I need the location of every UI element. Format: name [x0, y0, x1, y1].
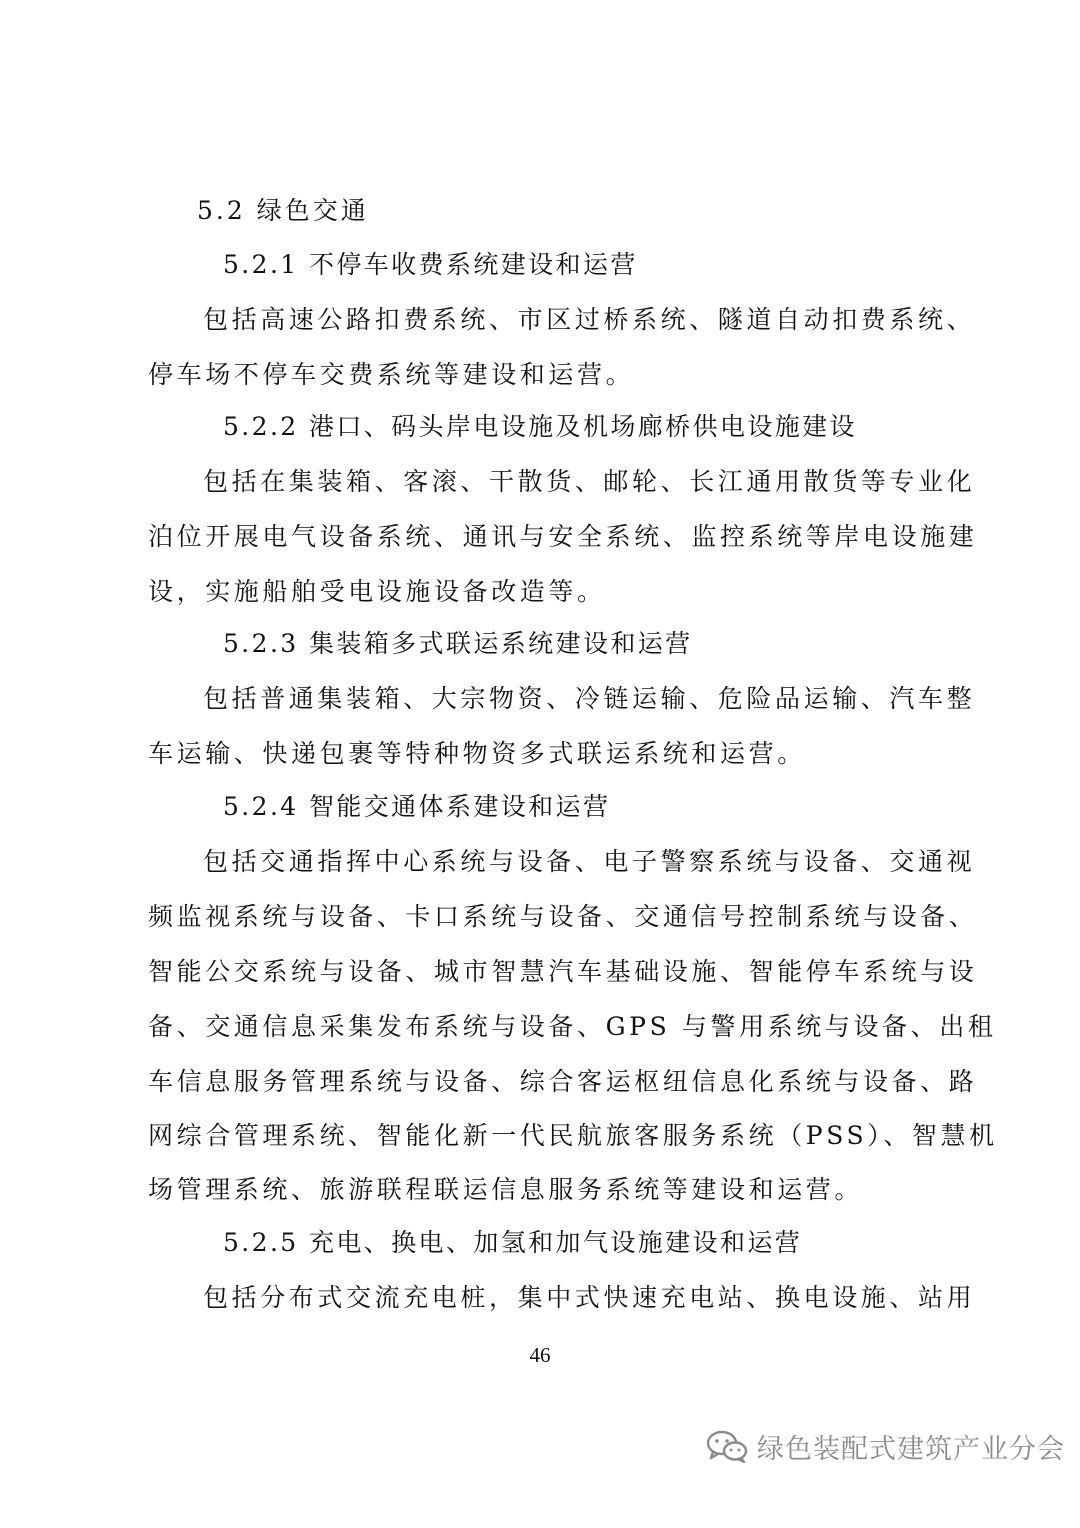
subsection-heading-5-2-1: 5.2.1 不停车收费系统建设和运营: [223, 250, 638, 279]
paragraph-line: 场管理系统、旅游联程联运信息服务系统等建设和运营。: [148, 1175, 864, 1204]
paragraph-line: 泊位开展电气设备系统、通讯与安全系统、监控系统等岸电设施建: [148, 522, 978, 551]
paragraph-line: 包括分布式交流充电桩，集中式快速充电站、换电设施、站用: [203, 1283, 976, 1312]
paragraph-line: 包括高速公路扣费系统、市区过桥系统、隧道自动扣费系统、: [203, 305, 976, 334]
subsection-heading-5-2-5: 5.2.5 充电、换电、加氢和加气设施建设和运营: [223, 1228, 803, 1257]
page-number: 46: [529, 1343, 551, 1367]
paragraph-line: 包括交通指挥中心系统与设备、电子警察系统与设备、交通视: [203, 847, 976, 876]
watermark-text: 绿色装配式建筑产业分会: [757, 1433, 1065, 1465]
subsection-heading-5-2-3: 5.2.3 集装箱多式联运系统建设和运营: [223, 629, 693, 658]
watermark: [705, 1426, 1065, 1466]
paragraph-line: 频监视系统与设备、卡口系统与设备、交通信号控制系统与设备、: [148, 902, 978, 931]
paragraph-line: 网综合管理系统、智能化新一代民航旅客服务系统（PSS）、智慧机: [148, 1121, 998, 1150]
paragraph-line: 智能公交系统与设备、城市智慧汽车基础设施、智能停车系统与设: [148, 957, 978, 986]
paragraph-line: 包括在集装箱、客滚、干散货、邮轮、长江通用散货等专业化: [203, 467, 976, 496]
paragraph-line: 包括普通集装箱、大宗物资、冷链运输、危险品运输、汽车整: [203, 684, 976, 713]
paragraph-line: 车运输、快递包裹等特种物资多式联运系统和运营。: [148, 739, 806, 768]
section-heading-5-2: 5.2 绿色交通: [197, 196, 369, 225]
paragraph-line: 备、交通信息采集发布系统与设备、GPS 与警用系统与设备、出租: [148, 1012, 997, 1041]
paragraph-line: 停车场不停车交费系统等建设和运营。: [148, 360, 635, 389]
subsection-heading-5-2-2: 5.2.2 港口、码头岸电设施及机场廊桥供电设施建设: [223, 412, 857, 441]
wechat-icon: [705, 1429, 749, 1463]
paragraph-line: 设，实施船舶受电设施设备改造等。: [148, 577, 606, 606]
subsection-heading-5-2-4: 5.2.4 智能交通体系建设和运营: [223, 792, 611, 821]
paragraph-line: 车信息服务管理系统与设备、综合客运枢纽信息化系统与设备、路: [148, 1067, 978, 1096]
